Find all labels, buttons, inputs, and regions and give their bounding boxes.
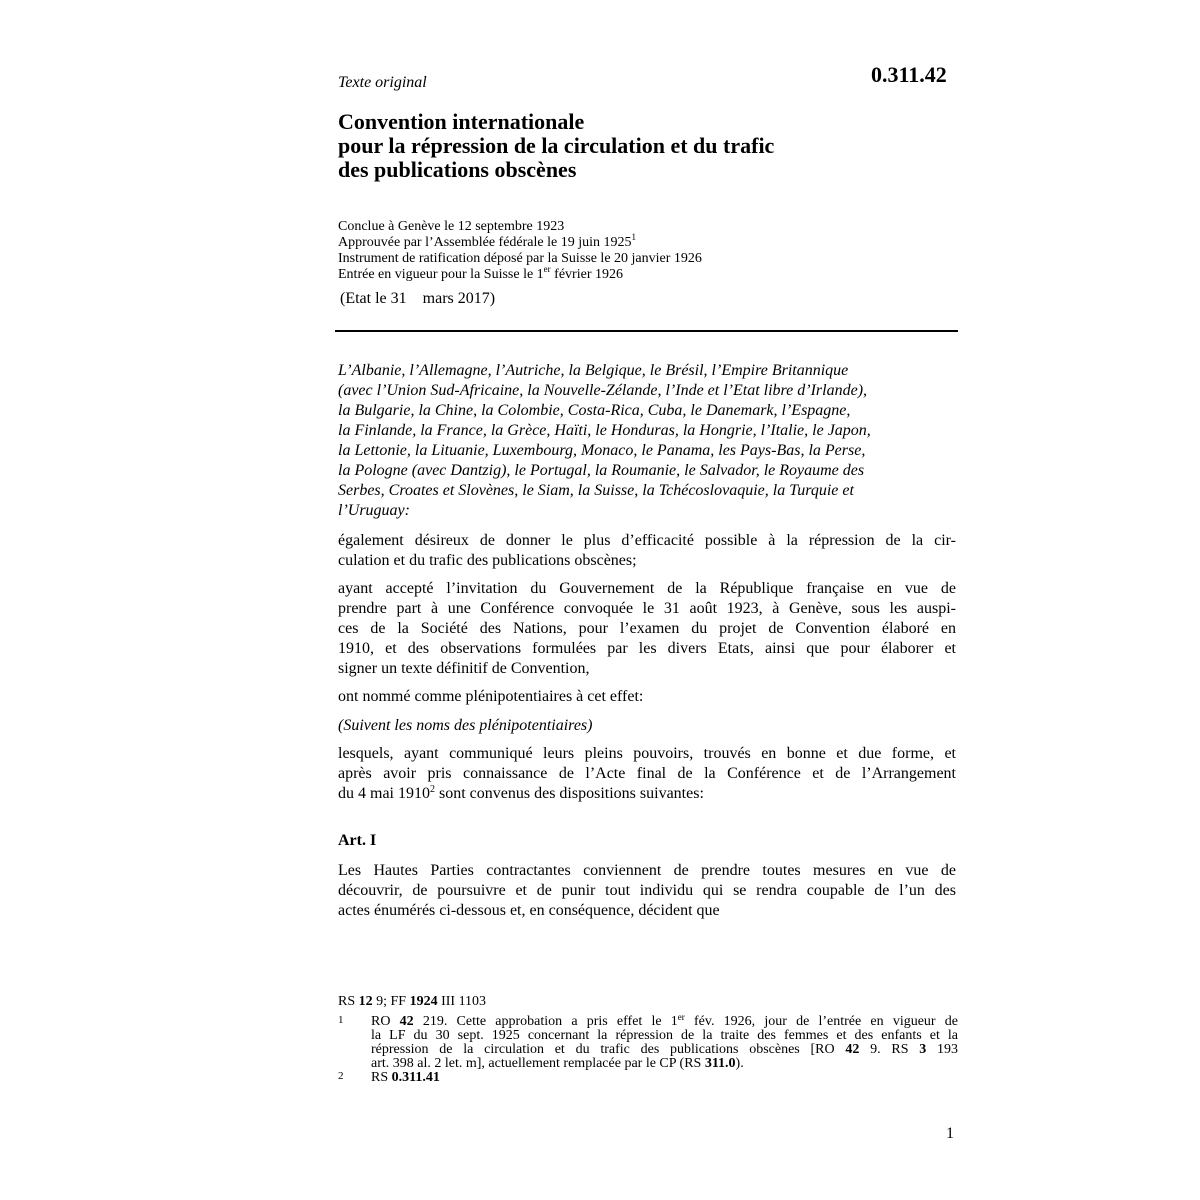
document-title bbox=[338, 110, 958, 182]
approval-date bbox=[338, 232, 702, 251]
citation-line bbox=[338, 995, 958, 1009]
footnote-ref[interactable]: 1 bbox=[631, 232, 637, 242]
text-original-label: Texte original bbox=[338, 74, 427, 91]
parties-line: la Finlande, la France, la Grèce, Haïti, le Honduras, la Hongrie, l’Italie, le Japon, bbox=[338, 422, 871, 439]
article-heading: Art. I bbox=[338, 832, 377, 849]
parties-line: Serbes, Croates et Slovènes, le Siam, la Suisse, la Tchécoslovaquie, la Turquie et bbox=[338, 482, 854, 499]
footnotes bbox=[338, 995, 958, 1085]
preamble-paragraph-5 bbox=[338, 744, 956, 804]
paragraph-line: signer un texte définitif de Convention, bbox=[338, 660, 590, 677]
article-1-text bbox=[338, 861, 956, 921]
plenipotentiaries-note bbox=[338, 716, 956, 736]
paragraph-line: ayant accepté l’invitation du Gouvernement de la République française en vue de bbox=[338, 580, 956, 597]
text-fragment: 9; FF bbox=[372, 994, 410, 1009]
preamble-paragraph-2 bbox=[338, 579, 956, 679]
title-line: Convention internationale bbox=[338, 109, 585, 134]
paragraph-line: ont nommé comme plénipotentiaires à cet effet: bbox=[338, 688, 644, 705]
text-fragment: fév. 1926, jour de l’entrée en vigueur de bbox=[684, 1014, 958, 1029]
header-divider bbox=[335, 330, 958, 332]
text-fragment: 9. RS bbox=[859, 1042, 920, 1057]
text-fragment: 193 bbox=[926, 1042, 959, 1057]
preamble-paragraph-1 bbox=[338, 531, 956, 571]
entry-text-rest: février 1926 bbox=[550, 267, 623, 282]
text-fragment: RS bbox=[338, 994, 359, 1009]
ordinal-suffix: er bbox=[543, 264, 551, 274]
paragraph-line: après avoir pris connaissance de l’Acte final de la Conférence et de l’Arrangement bbox=[338, 765, 956, 782]
footnote-line bbox=[371, 1043, 958, 1057]
paragraph-line: (Suivent les noms des plénipotentiaires) bbox=[338, 717, 593, 734]
concluded-date: Conclue à Genève le 12 septembre 1923 bbox=[338, 219, 565, 234]
text-fragment: 12 bbox=[358, 994, 373, 1009]
text-fragment: 42 bbox=[399, 1014, 414, 1029]
ordinal-suffix: er bbox=[677, 1012, 685, 1022]
approval-text: Approuvée par l’Assemblée fédérale le 19 juin 1925 bbox=[338, 235, 632, 250]
parties-line: la Bulgarie, la Chine, la Colombie, Costa-Rica, Cuba, le Danemark, l’Espagne, bbox=[338, 402, 851, 419]
parties-line: L’Albanie, l’Allemagne, l’Autriche, la Belgique, le Brésil, l’Empire Britannique bbox=[338, 362, 849, 379]
text-fragment: répression de la circulation et du trafic des publications obscènes [RO bbox=[371, 1042, 846, 1057]
paragraph-line bbox=[338, 784, 956, 804]
footnote-line: la LF du 30 sept. 1925 concernant la répression de la traite des femmes et des enfants et la bbox=[371, 1028, 958, 1043]
footnote-body bbox=[371, 1071, 958, 1085]
footnote-1 bbox=[338, 1012, 959, 1071]
ratification-date: Instrument de ratification déposé par la Suisse le 20 janvier 1926 bbox=[338, 251, 702, 266]
text-fragment: 42 bbox=[845, 1042, 860, 1057]
footnote-2 bbox=[338, 1071, 958, 1085]
preamble-paragraph-3 bbox=[338, 687, 956, 707]
parties-line: la Pologne (avec Dantzig), le Portugal, la Roumanie, le Salvador, le Royaume des bbox=[338, 462, 865, 479]
text-fragment: III 1103 bbox=[437, 994, 487, 1009]
paragraph-line: également désireux de donner le plus d’efficacité possible à la répression de la cir- bbox=[338, 532, 956, 549]
preamble-parties bbox=[338, 361, 956, 521]
title-line: des publications obscènes bbox=[338, 157, 577, 182]
parties-line: l’Uruguay: bbox=[338, 502, 410, 519]
paragraph-line: 1910, et des observations formulées par les divers Etats, ainsi que pour élaborer et bbox=[338, 640, 956, 657]
text-fragment: RS bbox=[371, 1070, 392, 1085]
page-number: 1 bbox=[946, 1125, 954, 1142]
paragraph-line: culation et du trafic des publications obscènes; bbox=[338, 552, 637, 569]
paragraph-line: ces de la Société des Nations, pour l’examen du projet de Convention élaboré en bbox=[338, 620, 956, 637]
footnote-line bbox=[371, 1057, 958, 1071]
parties-line: (avec l’Union Sud-Africaine, la Nouvelle-Zélande, l’Inde et l’Etat libre d’Irlande), bbox=[338, 382, 868, 399]
footnote-number: 1 bbox=[338, 1014, 344, 1026]
entry-text: Entrée en vigueur pour la Suisse le 1 bbox=[338, 267, 544, 282]
treaty-metadata bbox=[338, 219, 702, 283]
text-fragment: RO bbox=[371, 1014, 400, 1029]
paragraph-line: lesquels, ayant communiqué leurs pleins pouvoirs, trouvés en bonne et due forme, et bbox=[338, 745, 956, 762]
text-fragment: du 4 mai 1910 bbox=[338, 785, 430, 802]
footnote-body bbox=[371, 1012, 959, 1071]
text-fragment: 3 bbox=[919, 1042, 927, 1057]
text-fragment: sont convenus des dispositions suivantes: bbox=[435, 785, 704, 802]
footnote-line bbox=[371, 1071, 958, 1085]
footnote-number: 2 bbox=[338, 1070, 344, 1082]
footnote-line bbox=[371, 1012, 958, 1029]
parties-line: la Lettonie, la Lituanie, Luxembourg, Monaco, le Panama, les Pays-Bas, la Perse, bbox=[338, 442, 866, 459]
text-fragment: 0.311.41 bbox=[391, 1070, 440, 1085]
text-fragment: 219. Cette approbation a pris effet le 1 bbox=[413, 1014, 678, 1029]
paragraph-line: Les Hautes Parties contractantes conviennent de prendre toutes mesures en vue de bbox=[338, 862, 956, 879]
text-fragment: 311.0 bbox=[704, 1056, 736, 1071]
paragraph-line: prendre part à une Conférence convoquée le 31 août 1923, à Genève, sous les auspi- bbox=[338, 600, 956, 617]
text-fragment: art. 398 al. 2 let. m], actuellement remplacée par le CP (RS bbox=[371, 1056, 705, 1071]
footnote-ref[interactable]: 2 bbox=[430, 784, 435, 795]
text-fragment: 1924 bbox=[409, 994, 438, 1009]
sr-number: 0.311.42 bbox=[871, 62, 947, 87]
paragraph-line: découvrir, de poursuivre et de punir tout individu qui se rendra coupable de l’un des bbox=[338, 882, 956, 899]
entry-into-force bbox=[338, 264, 702, 283]
title-line: pour la répression de la circulation et du trafic bbox=[338, 133, 775, 158]
paragraph-line: actes énumérés ci-dessous et, en conséquence, décident que bbox=[338, 902, 720, 919]
state-date: (Etat le 31 mars 2017) bbox=[340, 290, 496, 307]
text-fragment: ). bbox=[735, 1056, 744, 1071]
